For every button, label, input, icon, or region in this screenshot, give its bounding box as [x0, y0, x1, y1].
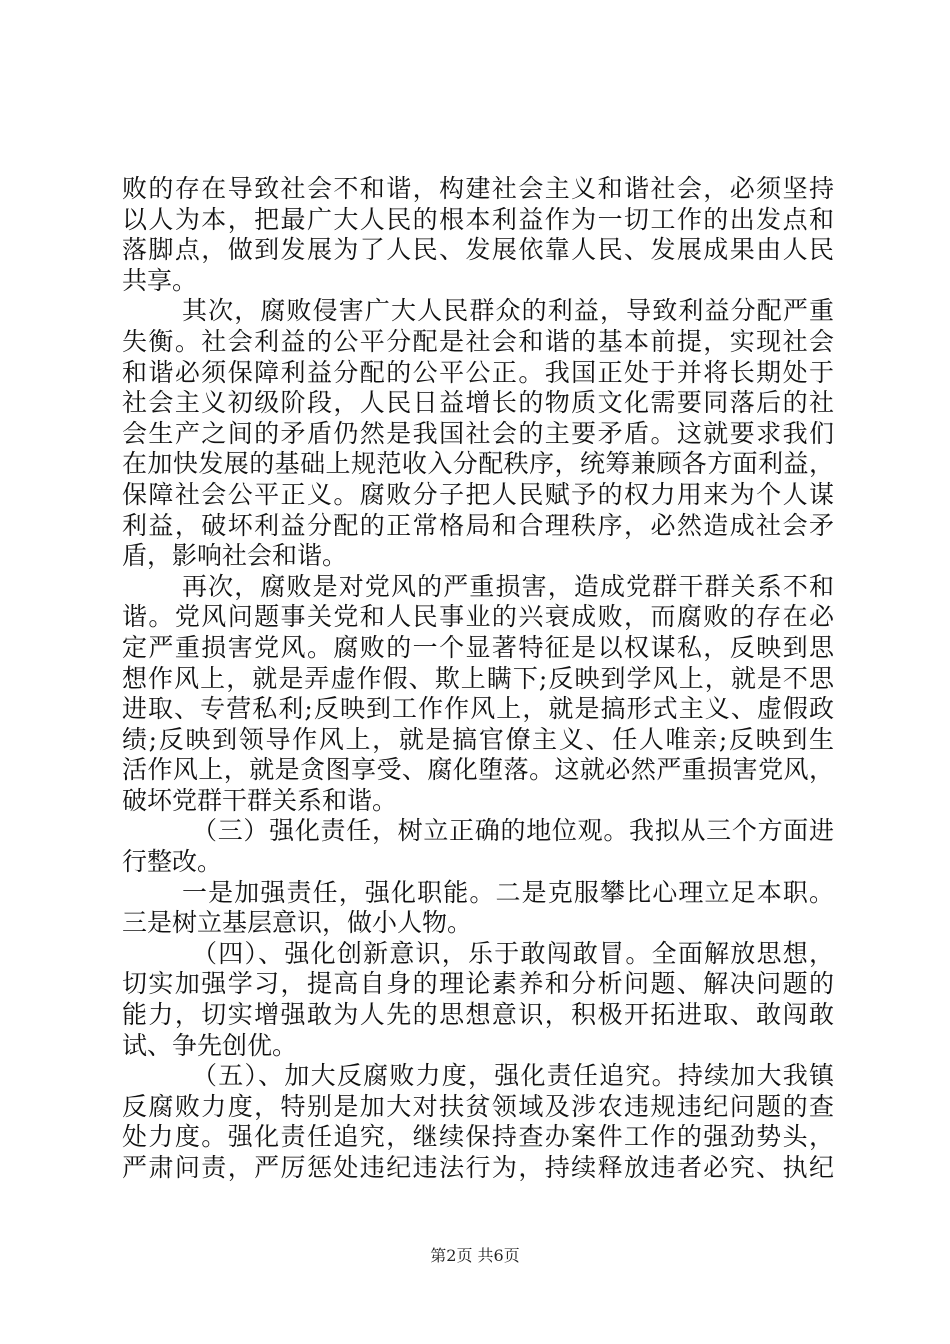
text-line: 定严重损害党风。腐败的一个显著特征是以权谋私，反映到思 [122, 632, 834, 662]
paragraph-start-line: （四）、强化创新意识，乐于敢闯敢冒。全面解放思想， [192, 938, 834, 968]
text-line: 谐。党风问题事关党和人民事业的兴衰成败，而腐败的存在必 [122, 602, 834, 632]
text-line: 破坏党群干群关系和谐。 [122, 785, 398, 815]
text-line: 利益，破坏利益分配的正常格局和合理秩序，必然造成社会矛 [122, 510, 834, 540]
text-line: 以人为本，把最广大人民的根本利益作为一切工作的出发点和 [122, 204, 834, 234]
text-line: 试、争先创优。 [122, 1030, 298, 1060]
paragraph-start-line: （五）、加大反腐败力度，强化责任追究。持续加大我镇 [192, 1061, 834, 1091]
text-line: 严肃问责，严厉惩处违纪违法行为，持续释放违者必究、执纪 [122, 1153, 834, 1182]
text-line: 处力度。强化责任追究，继续保持查办案件工作的强劲势头， [122, 1122, 834, 1152]
text-line: 盾，影响社会和谐。 [122, 541, 348, 571]
paragraph-start-line: （三）强化责任，树立正确的地位观。我拟从三个方面进 [192, 816, 834, 846]
text-line: 失衡。社会利益的公平分配是社会和谐的基本前提，实现社会 [122, 326, 834, 356]
document-body [122, 174, 834, 1184]
text-line: 在加快发展的基础上规范收入分配秩序，统筹兼顾各方面利益， [122, 449, 834, 479]
text-line: 想作风上，就是弄虚作假、欺上瞒下;反映到学风上，就是不思 [122, 663, 834, 693]
text-line: 绩;反映到领导作风上，就是搞官僚主义、任人唯亲;反映到生 [122, 724, 834, 754]
text-line: 会生产之间的矛盾仍然是我国社会的主要矛盾。这就要求我们 [122, 418, 834, 448]
text-line: 败的存在导致社会不和谐，构建社会主义和谐社会，必须坚持 [122, 174, 834, 203]
text-line: 反腐败力度，特别是加大对扶贫领域及涉农违规违纪问题的查 [122, 1091, 834, 1121]
text-line: 切实加强学习，提高自身的理论素养和分析问题、解决问题的 [122, 969, 834, 999]
page-number-footer: 第2页 共6页 [430, 1246, 520, 1265]
text-line: 进取、专营私利;反映到工作作风上，就是搞形式主义、虚假政 [122, 694, 834, 724]
text-line: 行整改。 [122, 847, 223, 877]
paragraph-start-line: 再次，腐败是对党风的严重损害，造成党群干群关系不和 [182, 571, 834, 601]
text-line: 三是树立基层意识，做小人物。 [122, 908, 473, 938]
text-line: 和谐必须保障利益分配的公平公正。我国正处于并将长期处于 [122, 357, 834, 387]
text-line: 活作风上，就是贪图享受、腐化堕落。这就必然严重损害党风， [122, 755, 834, 785]
paragraph-start-line: 其次，腐败侵害广大人民群众的利益，导致利益分配严重 [182, 296, 834, 326]
text-line: 保障社会公平正义。腐败分子把人民赋予的权力用来为个人谋 [122, 479, 834, 509]
paragraph-start-line: 一是加强责任，强化职能。二是克服攀比心理立足本职。 [182, 877, 834, 907]
text-line: 落脚点，做到发展为了人民、发展依靠人民、发展成果由人民 [122, 235, 834, 265]
text-line: 社会主义初级阶段，人民日益增长的物质文化需要同落后的社 [122, 388, 834, 418]
text-line: 能力，切实增强敢为人先的思想意识，积极开拓进取、敢闯敢 [122, 1000, 834, 1030]
text-line: 共享。 [122, 265, 198, 295]
